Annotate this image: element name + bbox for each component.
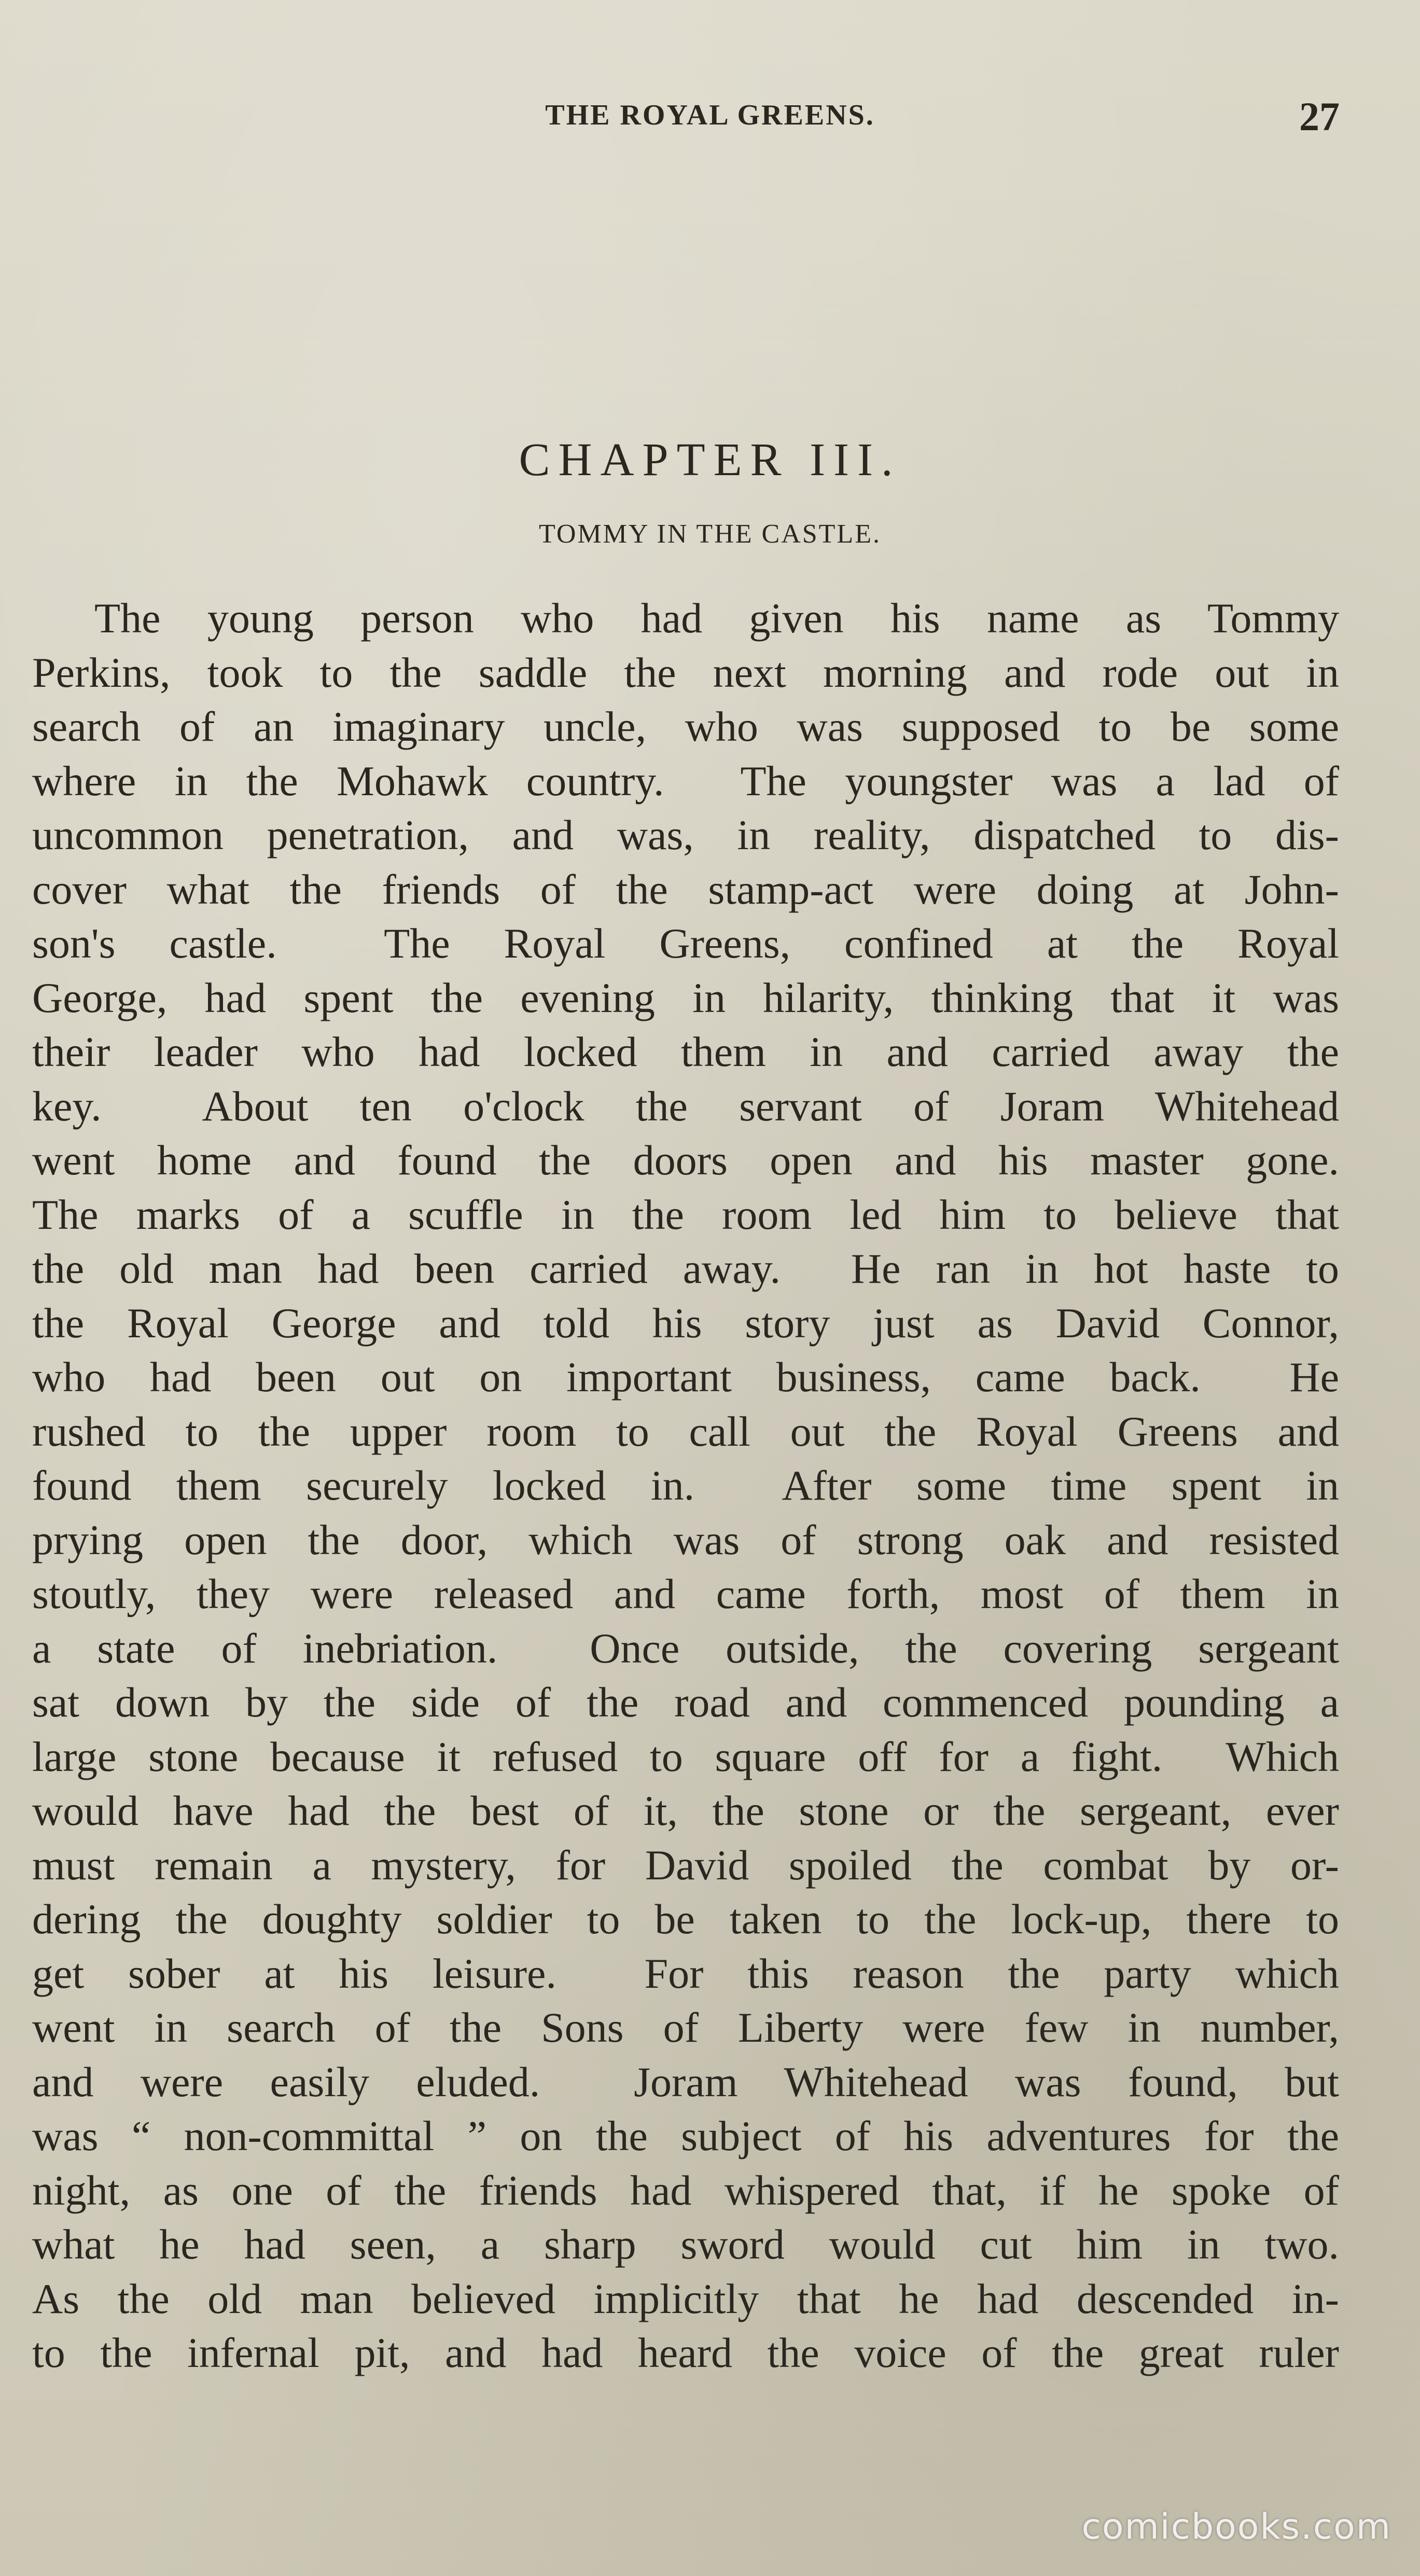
text-line: son's castle. The Royal Greens, confined at the Royal [32, 920, 1339, 967]
text-line: who had been out on important business, came back. He [32, 1353, 1339, 1401]
text-line: what he had seen, a sharp sword would cut him in two. [32, 2221, 1339, 2268]
text-line: rushed to the upper room to call out the Royal Greens and [32, 1407, 1339, 1455]
text-line: get sober at his leisure. For this reason the party which [32, 1949, 1339, 1997]
text-line: where in the Mohawk country. The youngster was a lad of [32, 757, 1339, 805]
text-line: went in search of the Sons of Liberty were few in number, [32, 2004, 1339, 2051]
text-line: the Royal George and told his story just as David Connor, [32, 1299, 1339, 1347]
chapter-title: CHAPTER III. [519, 434, 901, 486]
page-number: 27 [1299, 94, 1340, 139]
text-line: Perkins, took to the saddle the next morning and rode out in [32, 648, 1339, 696]
text-line: to the infernal pit, and had heard the voice of the great ruler [32, 2329, 1339, 2376]
text-line: As the old man believed implicitly that he had descended in- [32, 2275, 1339, 2322]
text-line: sat down by the side of the road and commenced pounding a [32, 1679, 1339, 1726]
text-line: The young person who had given his name as Tommy [94, 594, 1339, 642]
text-line: would have had the best of it, the stone or the sergeant, ever [32, 1787, 1339, 1834]
text-line: prying open the door, which was of strong oak and resisted [32, 1516, 1339, 1563]
text-line: and were easily eluded. Joram Whitehead was found, but [32, 2058, 1339, 2106]
text-line: search of an imaginary uncle, who was supposed to be some [32, 703, 1339, 750]
text-line: was “ non-committal ” on the subject of his adventures for the [32, 2112, 1339, 2159]
text-line: George, had spent the evening in hilarity, thinking that it was [32, 974, 1339, 1021]
chapter-subtitle: TOMMY IN THE CASTLE. [539, 519, 881, 549]
running-head: THE ROYAL GREENS. [545, 99, 875, 131]
text-line: cover what the friends of the stamp-act were doing at John- [32, 865, 1339, 913]
text-line: went home and found the doors open and his master gone. [32, 1137, 1339, 1184]
text-line: uncommon penetration, and was, in reality, dispatched to dis- [32, 811, 1339, 858]
watermark: comicbooks.com [1081, 2506, 1391, 2547]
text-line: must remain a mystery, for David spoiled the combat by or- [32, 1841, 1339, 1889]
text-line: large stone because it refused to square off for a fight. Which [32, 1733, 1339, 1780]
text-line: key. About ten o'clock the servant of Joram Whitehead [32, 1082, 1339, 1130]
text-line: stoutly, they were released and came forth, most of them in [32, 1570, 1339, 1617]
text-line: dering the doughty soldier to be taken to the lock-up, there to [32, 1895, 1339, 1943]
body-text [32, 591, 1339, 2380]
text-line: night, as one of the friends had whispered that, if he spoke of [32, 2166, 1339, 2214]
text-line: found them securely locked in. After some time spent in [32, 1462, 1339, 1509]
text-line: the old man had been carried away. He ran in hot haste to [32, 1245, 1339, 1292]
text-line: their leader who had locked them in and carried away the [32, 1028, 1339, 1075]
text-line: a state of inebriation. Once outside, the covering sergeant [32, 1624, 1339, 1672]
text-line: The marks of a scuffle in the room led him to believe that [32, 1190, 1339, 1238]
